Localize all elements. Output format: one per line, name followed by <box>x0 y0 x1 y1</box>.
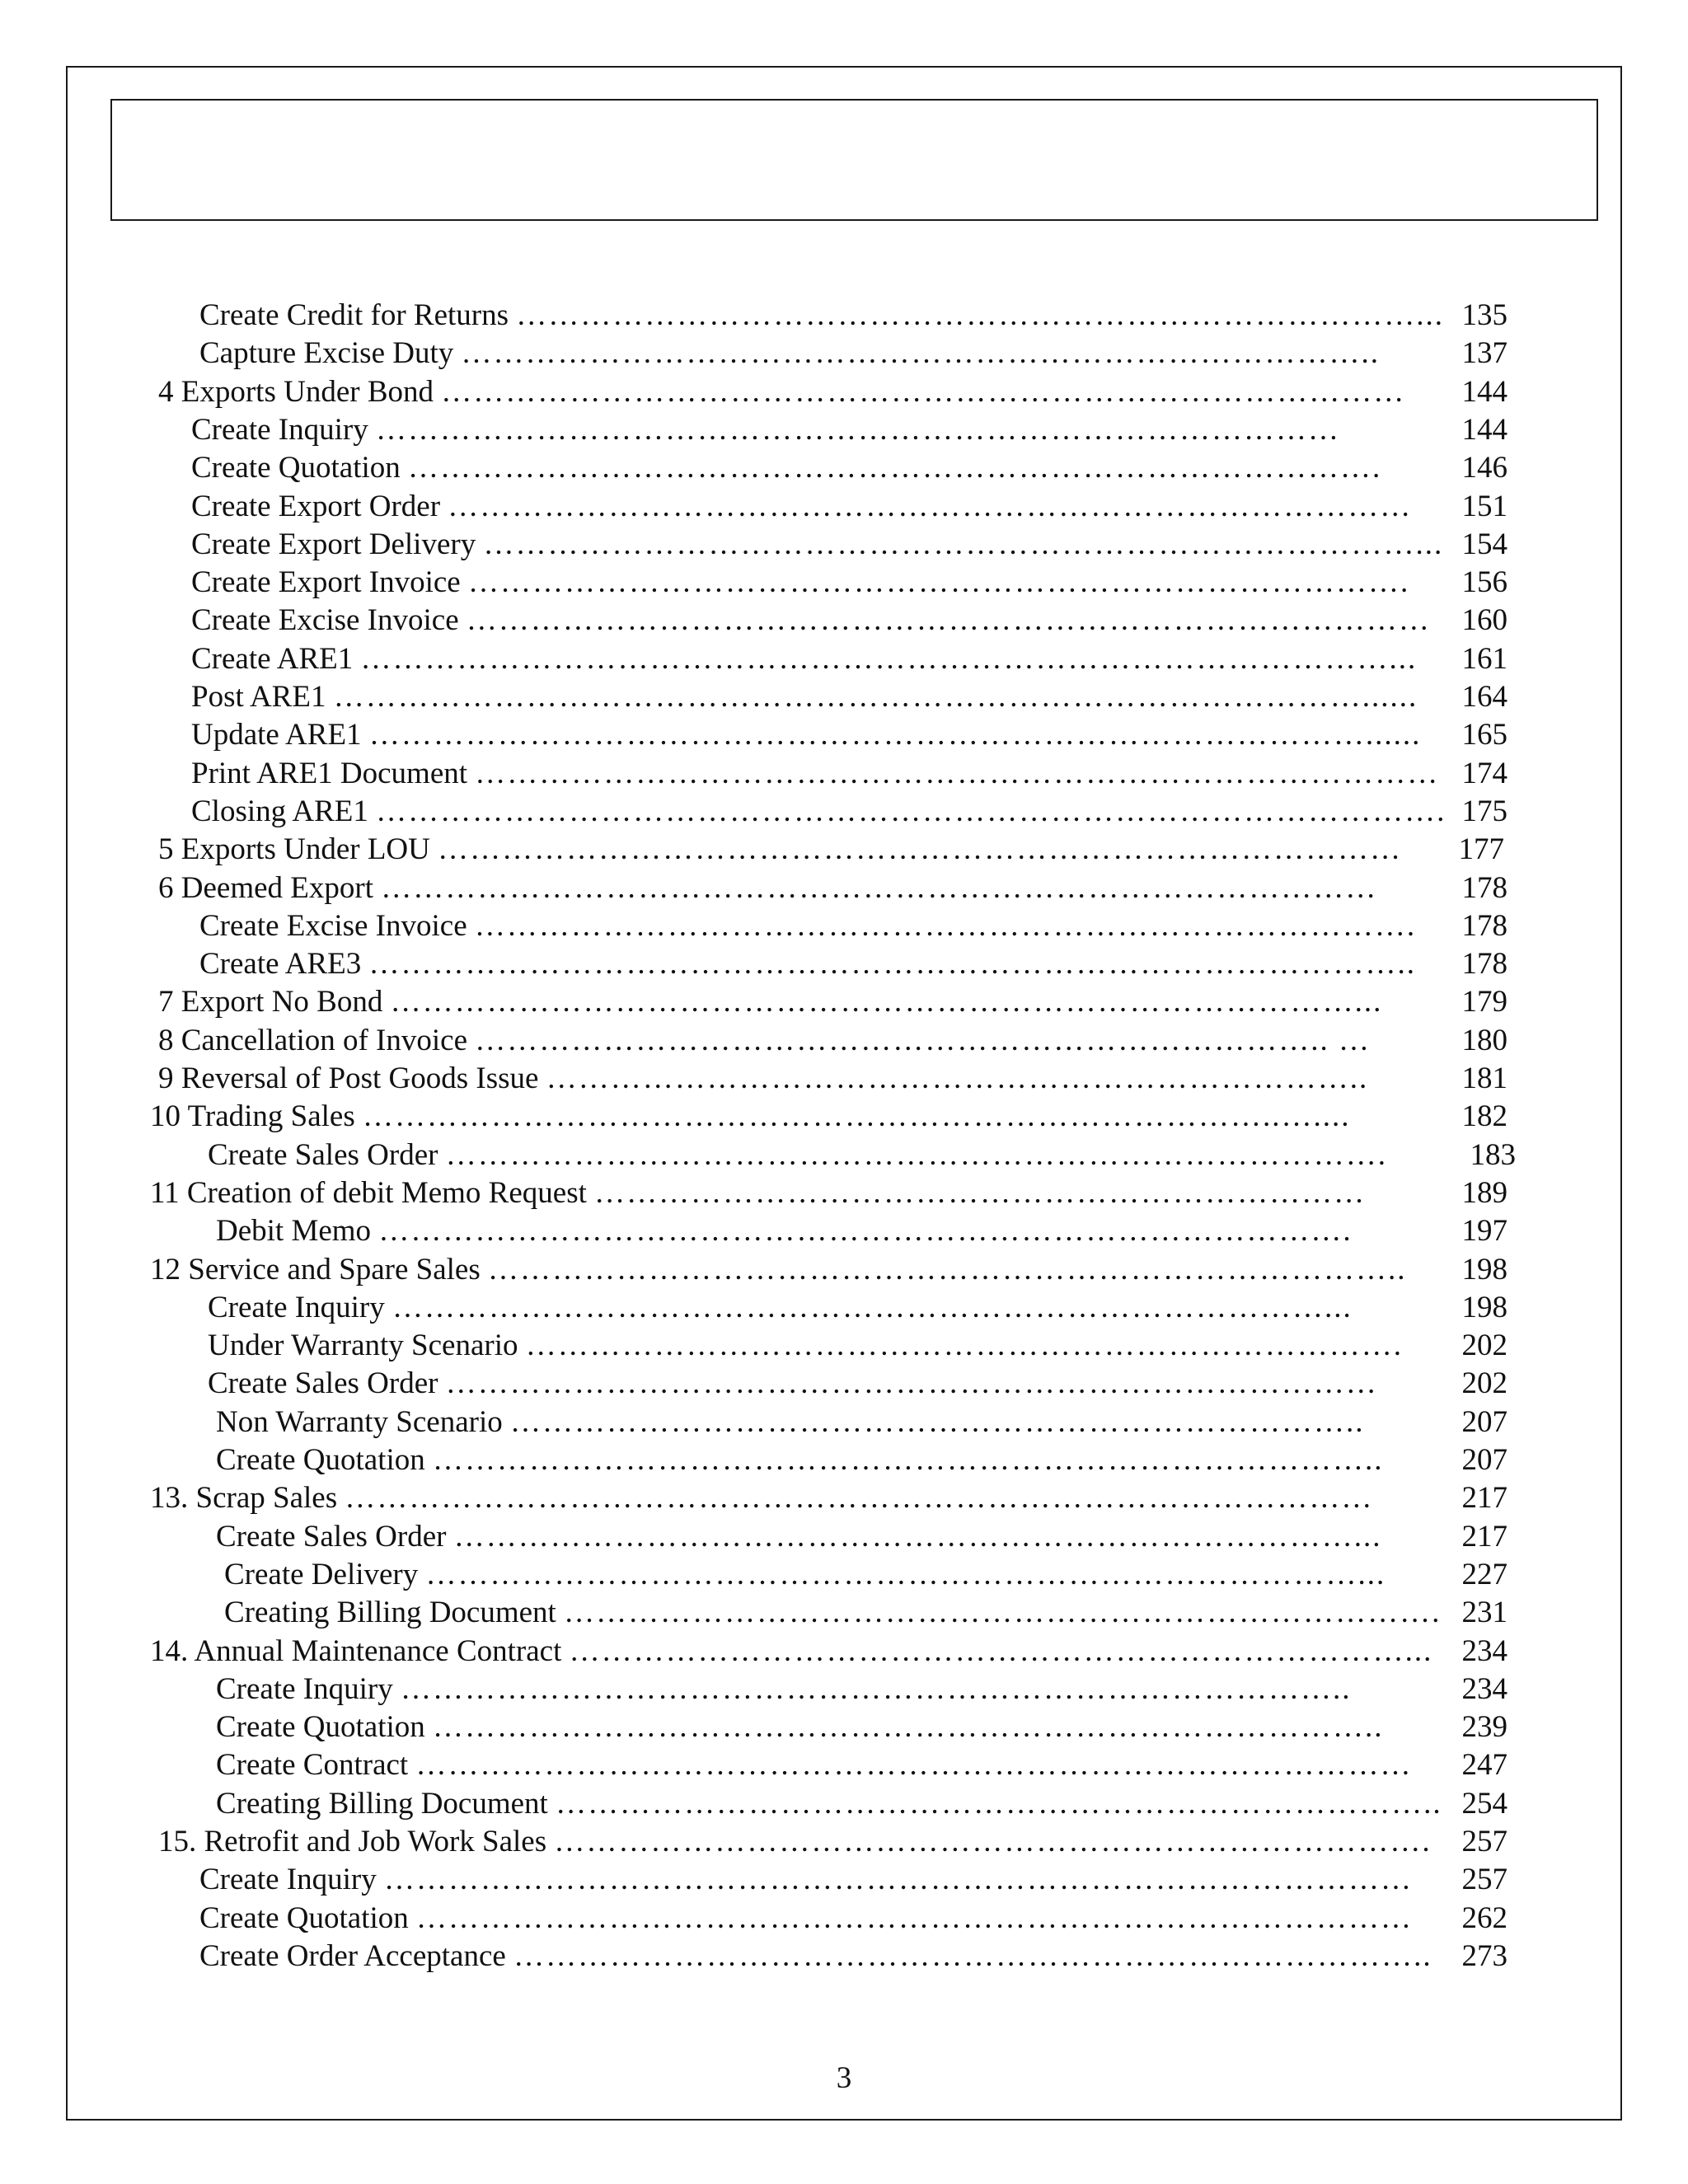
toc-entry-title: Create Contract <box>216 1748 409 1783</box>
toc-entry <box>216 1785 1507 1823</box>
toc-entry-leader: …………………………………………………………………………... <box>516 298 1445 332</box>
toc-entry-title: Create Excise Invoice <box>191 603 459 638</box>
toc-entry <box>224 1594 1507 1632</box>
toc-entry <box>208 1365 1507 1403</box>
toc-entry-title: 7 Export No Bond <box>158 985 383 1019</box>
toc-entry-title: 10 Trading Sales <box>150 1099 355 1134</box>
toc-entry-leader: …………………………………………………………………………….. <box>433 1710 1384 1745</box>
toc-entry-title: Create Quotation <box>191 451 401 485</box>
toc-entry <box>191 716 1507 754</box>
toc-entry-leader: ………………………………………………………………………………… <box>415 1748 1413 1783</box>
toc-entry-page: 175 <box>1461 793 1508 831</box>
toc-entry-title: 5 Exports Under LOU <box>158 832 430 867</box>
toc-entry-page: 231 <box>1461 1594 1508 1632</box>
toc-entry-page: 161 <box>1461 640 1508 678</box>
toc-entry-title: Create Delivery <box>224 1557 419 1591</box>
toc-entry-leader: ………………………………………………………………………….. <box>487 1252 1407 1286</box>
toc-entry-title: Under Warranty Scenario <box>208 1329 518 1363</box>
toc-entry-page: 254 <box>1461 1785 1508 1823</box>
toc-entry-page: 160 <box>1461 602 1508 640</box>
toc-entry-leader: ………………………………………………………………………………... <box>390 985 1383 1019</box>
toc-entry-page: 165 <box>1461 716 1508 754</box>
toc-entry-title: Create Sales Order <box>216 1519 447 1554</box>
toc-entry-leader: ……………………………………………………………………………… <box>448 489 1413 523</box>
toc-entry-page: 181 <box>1461 1060 1508 1098</box>
toc-entry-title: Creating Billing Document <box>216 1786 548 1821</box>
toc-entry-page: 202 <box>1461 1327 1508 1365</box>
toc-entry-title: 11 Creation of debit Memo Request <box>150 1175 587 1210</box>
toc-entry <box>191 678 1507 716</box>
toc-entry-leader: ……………………………………………………………………………………...... <box>333 680 1418 714</box>
toc-entry-page: 197 <box>1461 1212 1508 1250</box>
toc-entry-leader: ………………………………………………………………………………… <box>416 1900 1414 1935</box>
toc-entry-leader: ………………………………………………………………………………………. <box>376 794 1447 828</box>
toc-entry-page: 182 <box>1461 1098 1508 1136</box>
toc-entry-title: Creating Billing Document <box>224 1596 556 1630</box>
toc-entry-leader: ……………………………………………………………………………… <box>475 756 1440 790</box>
toc-entry-leader: …………………………………………………………………………..….... <box>363 1099 1351 1134</box>
toc-entry <box>216 1746 1507 1784</box>
toc-entry-title: Create Quotation <box>199 1900 409 1935</box>
toc-entry <box>150 1479 1507 1517</box>
toc-entry-page: 177 <box>1457 831 1505 869</box>
toc-entry <box>158 1022 1507 1060</box>
toc-entry-page: 207 <box>1461 1441 1508 1479</box>
toc-entry-page: 154 <box>1461 526 1508 564</box>
toc-entry-title: Create Sales Order <box>208 1366 438 1401</box>
toc-entry <box>150 1633 1507 1671</box>
toc-entry-title: Create Order Acceptance <box>199 1938 506 1973</box>
toc-entry-leader: ……………………………………………………………………………... <box>425 1557 1386 1591</box>
toc-entry-page: 202 <box>1461 1365 1508 1403</box>
toc-entry-title: Update ARE1 <box>191 718 362 752</box>
toc-entry <box>150 1174 1507 1212</box>
toc-entry-title: Create Inquiry <box>208 1290 385 1324</box>
toc-entry <box>199 945 1507 983</box>
toc-entry-leader: ……………………………………………………………………………… <box>441 374 1406 409</box>
toc-entry <box>191 449 1507 487</box>
toc-entry <box>191 793 1507 831</box>
toc-entry <box>150 1251 1507 1289</box>
toc-entry <box>158 1823 1507 1861</box>
toc-entry-page: 234 <box>1461 1671 1508 1708</box>
toc-entry <box>191 488 1507 526</box>
toc-entry-page: 189 <box>1461 1174 1508 1212</box>
toc-entry-page: 178 <box>1461 945 1508 983</box>
toc-entry-page: 198 <box>1461 1251 1508 1289</box>
toc-entry-leader: …………………………………………………………………………………… <box>383 1863 1413 1897</box>
toc-entry-leader: ………………………………………………………………………. <box>554 1825 1432 1858</box>
toc-entry-page: 273 <box>1461 1938 1508 1975</box>
toc-entry-leader: ……………………………………………………………………………… <box>438 832 1403 867</box>
toc-entry-title: Print ARE1 Document <box>191 756 468 790</box>
toc-entry-page: 247 <box>1461 1746 1508 1784</box>
toc-entry-title: 4 Exports Under Bond <box>158 374 434 409</box>
toc-entry <box>208 1137 1516 1174</box>
toc-entry-leader: ………………………………………………………………………………… <box>381 870 1378 905</box>
toc-entry-title: Create Inquiry <box>199 1863 377 1897</box>
toc-entry <box>191 755 1507 793</box>
toc-entry-title: Create Excise Invoice <box>199 908 467 943</box>
toc-entry-page: 144 <box>1461 411 1508 449</box>
toc-entry <box>199 335 1507 373</box>
toc-entry-page: 180 <box>1461 1022 1508 1060</box>
toc-entry-title: Create Export Order <box>191 489 441 523</box>
toc-entry-leader: ………………………………………………………………………. <box>564 1596 1442 1630</box>
toc-entry-page: 207 <box>1461 1404 1508 1441</box>
toc-entry-title: Debit Memo <box>216 1214 372 1249</box>
toc-entry <box>216 1404 1507 1441</box>
toc-entry-page: 164 <box>1461 678 1508 716</box>
toc-entry-title: 14. Annual Maintenance Contract <box>150 1633 562 1668</box>
toc-entry-page: 198 <box>1461 1289 1508 1327</box>
toc-entry-page: 156 <box>1461 564 1508 602</box>
toc-entry-title: Non Warranty Scenario <box>216 1404 503 1439</box>
toc-entry-title: 13. Scrap Sales <box>150 1481 338 1516</box>
toc-entry <box>224 1556 1507 1594</box>
toc-entry <box>208 1289 1507 1327</box>
toc-entry <box>216 1212 1507 1250</box>
toc-entry-title: Capture Excise Duty <box>199 336 454 371</box>
toc-entry-title: 6 Deemed Export <box>158 870 373 905</box>
toc-entry <box>199 1861 1507 1899</box>
toc-entry-page: 234 <box>1461 1633 1508 1671</box>
toc-entry <box>191 602 1507 640</box>
toc-entry-leader: ……………………………………………………………………….. <box>556 1786 1442 1821</box>
toc-entry-page: 178 <box>1461 869 1508 907</box>
toc-entry-leader: …………………………………………………………………….. … <box>475 1023 1372 1057</box>
toc-entry-page: 239 <box>1461 1708 1508 1746</box>
page-number: 3 <box>836 2061 852 2095</box>
toc-entry-leader: ……………………………………………………………………………………... <box>360 641 1418 676</box>
toc-entry-page: 144 <box>1461 373 1508 411</box>
toc-entry-title: Closing ARE1 <box>191 794 368 828</box>
toc-entry-leader: ………………………………………………………………………. <box>525 1329 1403 1363</box>
toc-entry-page: 146 <box>1461 449 1508 487</box>
toc-entry-leader: ……………………………………………………………………………. <box>467 565 1410 600</box>
toc-entry <box>158 869 1507 907</box>
toc-entry-page: 183 <box>1469 1137 1517 1174</box>
toc-entry-page: 217 <box>1461 1479 1508 1517</box>
toc-entry <box>191 526 1507 564</box>
toc-entry-leader: ……………………………………………………………………………... <box>392 1290 1353 1324</box>
toc-entry <box>158 373 1507 411</box>
toc-entry-page: 217 <box>1461 1518 1508 1556</box>
toc-entry-page: 227 <box>1461 1556 1508 1594</box>
toc-entry <box>191 564 1507 602</box>
toc-entry-leader: ……………………………………………………………………………. <box>474 908 1417 943</box>
toc-entry <box>150 1098 1507 1136</box>
toc-entry <box>216 1518 1507 1556</box>
header-box <box>110 99 1598 221</box>
toc-entry-leader: ……………………………………………………………… <box>594 1175 1367 1210</box>
toc-entry-page: 257 <box>1461 1823 1508 1861</box>
toc-entry-leader: …………………………………………………………………….. <box>509 1404 1365 1439</box>
toc-entry-page: 137 <box>1461 335 1508 373</box>
toc-entry <box>216 1708 1507 1746</box>
toc-entry-title: Create Quotation <box>216 1443 425 1477</box>
toc-entry-leader: ……………………………………………………………………... <box>569 1633 1433 1668</box>
toc-entry-leader: ……………………………………………………………………………. <box>445 1137 1387 1172</box>
toc-entry-leader: ……………………………………………………………………………… <box>375 412 1340 447</box>
toc-entry <box>158 983 1507 1021</box>
toc-entry-title: Create Quotation <box>216 1710 425 1745</box>
toc-entry-page: 174 <box>1461 755 1508 793</box>
toc-entry-title: Create ARE3 <box>199 947 362 982</box>
toc-entry-leader: ………………………………………………………………………………. <box>408 451 1382 485</box>
toc-entry-leader: …………………………………………………………………………………… <box>345 1481 1374 1516</box>
toc-entry-title: Create Inquiry <box>191 412 368 447</box>
toc-entry-title: 12 Service and Spare Sales <box>150 1252 481 1286</box>
toc-entry <box>191 640 1507 678</box>
toc-entry-title: Create Credit for Returns <box>199 298 509 332</box>
toc-entry-leader: ……………………………………………………………………………… <box>466 603 1431 638</box>
toc-entry-page: 178 <box>1461 907 1508 945</box>
toc-entry-page: 179 <box>1461 983 1508 1021</box>
toc-entry-leader: ………………………………………………………………………….. <box>513 1938 1432 1973</box>
toc-entry-leader: …………………………………………………………………………………...... <box>368 718 1422 752</box>
toc-entry-page: 257 <box>1461 1861 1508 1899</box>
toc-entry-title: Post ARE1 <box>191 680 326 714</box>
toc-entry-leader: …………………………………………………………………………… <box>445 1366 1378 1401</box>
toc-entry-page: 151 <box>1461 488 1508 526</box>
toc-entry-leader: …………………………………………………………………………... <box>453 1519 1382 1554</box>
toc-entry-leader: …………………………………………………………………………….. <box>400 1671 1352 1706</box>
toc-entry <box>158 1060 1507 1098</box>
toc-entry <box>199 907 1507 945</box>
toc-entry-title: Create Export Invoice <box>191 565 461 600</box>
toc-entry-leader: …………………………………………………………………………….. <box>433 1443 1384 1477</box>
toc-entry <box>199 297 1507 335</box>
toc-entry-title: Create ARE1 <box>191 641 354 676</box>
toc-entry-page: 135 <box>1461 297 1508 335</box>
toc-entry <box>208 1327 1507 1365</box>
toc-entry-leader: ………………………………………………………………………….. <box>461 336 1380 371</box>
toc-entry-title: 15. Retrofit and Job Work Sales <box>158 1825 547 1858</box>
toc-entry-leader: ……………………………………………………………………………... <box>483 527 1444 561</box>
toc-entry-title: 9 Reversal of Post Goods Issue <box>158 1062 539 1095</box>
toc-entry-title: Create Sales Order <box>208 1137 438 1172</box>
toc-entry-title: Create Export Delivery <box>191 527 476 561</box>
toc-entry-leader: ………………………………………………………………….. <box>546 1062 1369 1095</box>
toc-entry <box>199 1938 1507 1975</box>
toc-entry <box>199 1900 1507 1938</box>
toc-entry <box>191 411 1507 449</box>
toc-entry <box>158 831 1504 869</box>
toc-entry-leader: …………………………………………………………………………………….. <box>368 947 1417 982</box>
toc-entry-leader: ………………………………………………………………………………. <box>378 1214 1353 1249</box>
toc-entry <box>216 1671 1507 1708</box>
toc-entry-title: Create Inquiry <box>216 1671 393 1706</box>
toc-entry-page: 262 <box>1461 1900 1508 1938</box>
toc-entry-title: 8 Cancellation of Invoice <box>158 1023 468 1057</box>
toc-entry <box>216 1441 1507 1479</box>
